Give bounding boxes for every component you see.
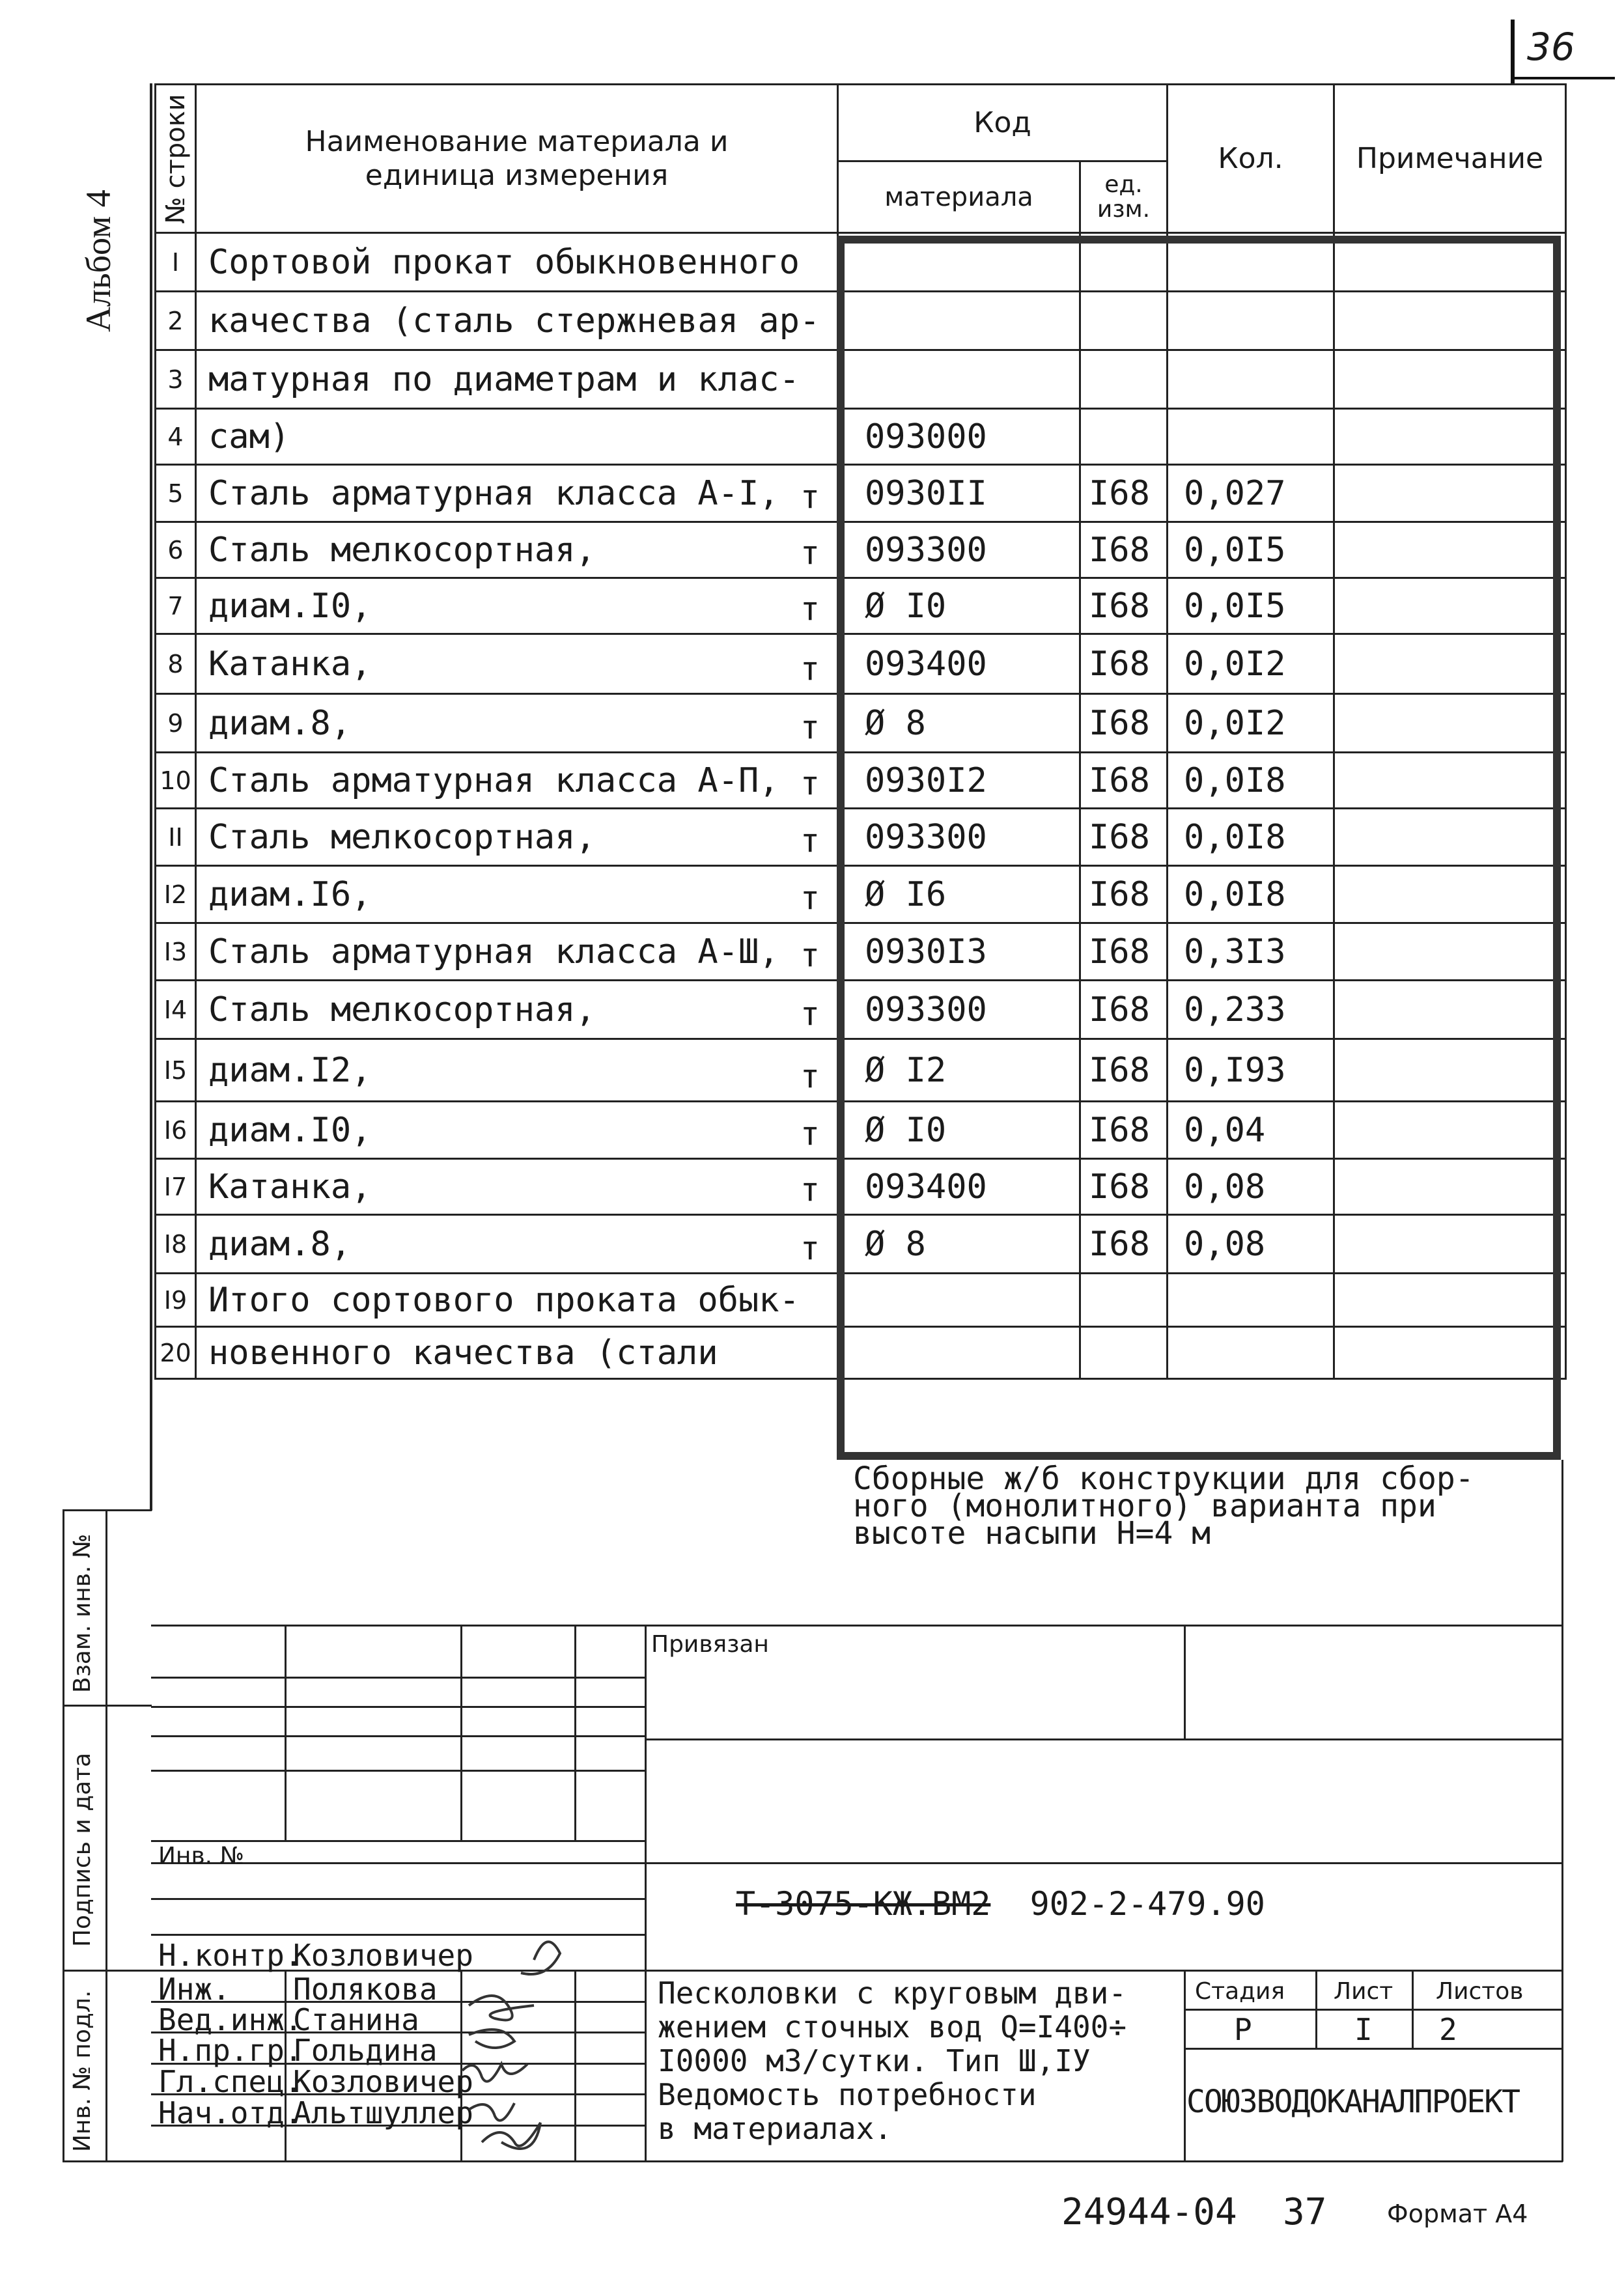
caption xyxy=(853,1460,1474,1552)
unit-code: I68 xyxy=(1080,694,1168,753)
signatory-role: Н.контр. xyxy=(158,1938,303,1973)
note xyxy=(1334,409,1566,465)
material-name-text: качества (сталь стержневая ар- xyxy=(208,301,820,341)
material-name xyxy=(196,981,838,1039)
material-code: 0930I2 xyxy=(838,753,1080,809)
sheets-value: 2 xyxy=(1439,2012,1457,2047)
material-unit: т xyxy=(800,995,820,1033)
material-unit: т xyxy=(800,1171,820,1208)
table-row xyxy=(156,1102,1566,1159)
material-name-text: Сталь арматурная класса А-I, xyxy=(208,473,779,513)
signatory-role: Нач.отд. xyxy=(158,2095,303,2130)
unit-code: I68 xyxy=(1080,809,1168,866)
material-unit: т xyxy=(800,822,820,859)
table-row xyxy=(156,1327,1566,1379)
table-row xyxy=(156,981,1566,1039)
drawing-title-line-5: в материалах. xyxy=(658,2111,893,2146)
sheet-value: I xyxy=(1354,2012,1373,2047)
note xyxy=(1334,1159,1566,1215)
doc-code xyxy=(736,1885,1265,1923)
material-name-text: Катанка, xyxy=(208,644,372,684)
unit-code xyxy=(1080,350,1168,409)
signatory-role: Гл.спец. xyxy=(158,2064,303,2099)
unit-code: I68 xyxy=(1080,522,1168,578)
row-number: I3 xyxy=(156,923,196,981)
material-name-text: Сталь мелкосортная, xyxy=(208,530,596,570)
material-name-text: сам) xyxy=(208,417,290,456)
page-number: 36 xyxy=(1527,25,1575,69)
material-name-text: матурная по диаметрам и клас- xyxy=(208,359,800,399)
quantity: 0,0I8 xyxy=(1168,809,1334,866)
unit-code: I68 xyxy=(1080,753,1168,809)
material-name-text: Сталь мелкосортная, xyxy=(208,990,596,1029)
quantity: 0,0I2 xyxy=(1168,634,1334,694)
material-code: Ø I0 xyxy=(838,578,1080,634)
note xyxy=(1334,1274,1566,1327)
table-row xyxy=(156,753,1566,809)
material-code: Ø I0 xyxy=(838,1102,1080,1159)
row-number: 3 xyxy=(156,350,196,409)
signatory-role: Н.пр.гр. xyxy=(158,2033,303,2068)
note xyxy=(1334,753,1566,809)
header-name: Наименование материала и единица измерения xyxy=(196,85,838,233)
row-number: 5 xyxy=(156,465,196,522)
quantity xyxy=(1168,292,1334,350)
signatory-name: Полякова xyxy=(293,1972,438,2007)
row-number: I8 xyxy=(156,1215,196,1274)
drawing-title xyxy=(658,1976,1127,2145)
quantity: 0,027 xyxy=(1168,465,1334,522)
material-name-text: Сортовой прокат обыкновенного xyxy=(208,242,800,282)
material-name-text: диам.I0, xyxy=(208,586,372,626)
album-label: Альбом 4 xyxy=(79,189,118,332)
material-name xyxy=(196,292,838,350)
material-code: Ø I2 xyxy=(838,1039,1080,1102)
note xyxy=(1334,809,1566,866)
row-number: 6 xyxy=(156,522,196,578)
note xyxy=(1334,578,1566,634)
material-name xyxy=(196,465,838,522)
material-code: 093300 xyxy=(838,981,1080,1039)
row-number: I7 xyxy=(156,1159,196,1215)
material-code: 0930II xyxy=(838,465,1080,522)
material-name xyxy=(196,809,838,866)
material-code: 093400 xyxy=(838,634,1080,694)
material-code xyxy=(838,350,1080,409)
footer-page: 37 xyxy=(1283,2191,1327,2233)
quantity: 0,0I5 xyxy=(1168,578,1334,634)
note xyxy=(1334,634,1566,694)
materials-table xyxy=(154,83,1567,1380)
material-code: Ø I6 xyxy=(838,866,1080,923)
table-row xyxy=(156,233,1566,292)
row-number: I9 xyxy=(156,1274,196,1327)
material-name xyxy=(196,1215,838,1274)
signature-date-label: Подпись и дата xyxy=(69,1752,96,1947)
note xyxy=(1334,1215,1566,1274)
table-row xyxy=(156,694,1566,753)
material-name-text: новенного качества (стали xyxy=(208,1333,718,1373)
material-name xyxy=(196,1327,838,1379)
material-name xyxy=(196,409,838,465)
material-code xyxy=(838,1274,1080,1327)
note xyxy=(1334,1327,1566,1379)
note xyxy=(1334,923,1566,981)
material-unit: т xyxy=(800,534,820,572)
quantity: 0,0I5 xyxy=(1168,522,1334,578)
signatory-name: Станина xyxy=(293,2002,419,2037)
unit-code: I68 xyxy=(1080,981,1168,1039)
unit-code xyxy=(1080,1327,1168,1379)
left-margin-border xyxy=(150,83,152,1511)
row-number: I4 xyxy=(156,981,196,1039)
material-unit: т xyxy=(800,764,820,802)
material-unit: т xyxy=(800,708,820,746)
quantity xyxy=(1168,1274,1334,1327)
material-name-text: диам.I0, xyxy=(208,1110,372,1150)
note xyxy=(1334,292,1566,350)
header-qty: Кол. xyxy=(1168,85,1334,233)
unit-code: I68 xyxy=(1080,465,1168,522)
quantity: 0,08 xyxy=(1168,1215,1334,1274)
quantity: 0,0I2 xyxy=(1168,694,1334,753)
drawing-title-line-2: жением сточных вод Q=I400÷ xyxy=(658,2009,1127,2045)
row-number: 2 xyxy=(156,292,196,350)
quantity xyxy=(1168,409,1334,465)
table-row xyxy=(156,866,1566,923)
material-name xyxy=(196,1159,838,1215)
quantity: 0,04 xyxy=(1168,1102,1334,1159)
archive-number: 24944-04 xyxy=(1061,2191,1237,2233)
header-note: Примечание xyxy=(1334,85,1566,233)
unit-code: I68 xyxy=(1080,923,1168,981)
note xyxy=(1334,465,1566,522)
header-code-group: Код xyxy=(838,85,1168,161)
handwritten-signatures xyxy=(456,1921,612,2162)
quantity: 0,0I8 xyxy=(1168,753,1334,809)
quantity: 0,I93 xyxy=(1168,1039,1334,1102)
unit-code: I68 xyxy=(1080,578,1168,634)
material-name-text: Сталь арматурная класса А-П, xyxy=(208,761,779,800)
row-number: 20 xyxy=(156,1327,196,1379)
material-unit: т xyxy=(800,879,820,917)
drawing-title-line-4: Ведомость потребности xyxy=(658,2077,1037,2112)
material-unit: т xyxy=(800,478,820,516)
material-code: Ø 8 xyxy=(838,694,1080,753)
note xyxy=(1334,981,1566,1039)
material-name xyxy=(196,1102,838,1159)
drawing-title-line-1: Песколовки с круговым дви- xyxy=(658,1976,1127,2011)
material-name xyxy=(196,634,838,694)
material-unit: т xyxy=(800,1057,820,1095)
table-row xyxy=(156,1039,1566,1102)
material-code xyxy=(838,233,1080,292)
unit-code: I68 xyxy=(1080,1159,1168,1215)
unit-code: I68 xyxy=(1080,634,1168,694)
row-number: I xyxy=(156,233,196,292)
signatory-role: Вед.инж. xyxy=(158,2002,303,2037)
page-number-divider xyxy=(1511,77,1615,79)
note xyxy=(1334,866,1566,923)
note xyxy=(1334,233,1566,292)
table-row xyxy=(156,809,1566,866)
material-name xyxy=(196,1274,838,1327)
quantity: 0,3I3 xyxy=(1168,923,1334,981)
material-name xyxy=(196,522,838,578)
inv-no-label: Инв. № xyxy=(158,1843,245,1869)
row-number: I5 xyxy=(156,1039,196,1102)
caption-line-3: высоте насыпи Н=4 м xyxy=(853,1515,1211,1552)
signatory-name: Козловичер xyxy=(293,1938,473,1973)
material-name xyxy=(196,694,838,753)
material-code: 093400 xyxy=(838,1159,1080,1215)
row-number: I6 xyxy=(156,1102,196,1159)
material-code: 0930I3 xyxy=(838,923,1080,981)
unit-code xyxy=(1080,409,1168,465)
material-name xyxy=(196,233,838,292)
material-unit: т xyxy=(800,590,820,628)
signatory-name: Альтшуллер xyxy=(293,2095,473,2130)
material-unit: т xyxy=(800,936,820,974)
organization: СОЮЗВОДОКАНАЛПРОЕКТ xyxy=(1186,2084,1520,2120)
material-name-text: диам.I2, xyxy=(208,1050,372,1090)
quantity xyxy=(1168,233,1334,292)
unit-code xyxy=(1080,233,1168,292)
material-name-text: Итого сортового проката обык- xyxy=(208,1280,800,1320)
header-code-unit: ед. изм. xyxy=(1080,161,1168,233)
unit-code xyxy=(1080,1274,1168,1327)
material-unit: т xyxy=(800,1115,820,1152)
doc-code-struck: Т-3075-КЖ.ВМ2 xyxy=(736,1885,991,1923)
material-name xyxy=(196,753,838,809)
doc-code-main: 902-2-479.90 xyxy=(1029,1885,1265,1923)
material-code: 093000 xyxy=(838,409,1080,465)
material-code: Ø 8 xyxy=(838,1215,1080,1274)
table-row xyxy=(156,923,1566,981)
stage-label: Стадия xyxy=(1195,1978,1285,2005)
signatory-name: Козловичер xyxy=(293,2064,473,2099)
quantity xyxy=(1168,1327,1334,1379)
inv-podl-label: Инв. № подл. xyxy=(69,1990,96,2152)
unit-code: I68 xyxy=(1080,1102,1168,1159)
table-row xyxy=(156,409,1566,465)
drawing-title-line-3: I0000 м3/сутки. Тип Ш,IУ xyxy=(658,2043,1091,2078)
row-number: II xyxy=(156,809,196,866)
vzam-inv-label: Взам. инв. № xyxy=(69,1533,96,1693)
material-code: 093300 xyxy=(838,809,1080,866)
unit-code: I68 xyxy=(1080,866,1168,923)
material-code: 093300 xyxy=(838,522,1080,578)
privyazan-label: Привязан xyxy=(651,1631,769,1658)
signatory-name: Гольдина xyxy=(293,2033,438,2068)
note xyxy=(1334,1102,1566,1159)
table-row xyxy=(156,465,1566,522)
material-name xyxy=(196,578,838,634)
table-row xyxy=(156,292,1566,350)
table-row xyxy=(156,1159,1566,1215)
table-row xyxy=(156,578,1566,634)
table-row xyxy=(156,1274,1566,1327)
unit-code: I68 xyxy=(1080,1039,1168,1102)
material-code xyxy=(838,292,1080,350)
material-name-text: диам.8, xyxy=(208,1224,352,1264)
unit-code xyxy=(1080,292,1168,350)
row-number: 8 xyxy=(156,634,196,694)
material-name-text: диам.8, xyxy=(208,703,352,743)
table-row xyxy=(156,634,1566,694)
header-row-number: № строки xyxy=(156,85,196,233)
table-row xyxy=(156,1215,1566,1274)
caption-line-1: Сборные ж/б конструкции для сбор- xyxy=(853,1460,1474,1497)
format-label: Формат А4 xyxy=(1387,2199,1528,2228)
table-row xyxy=(156,522,1566,578)
material-name-text: Катанка, xyxy=(208,1167,372,1207)
row-number: 7 xyxy=(156,578,196,634)
unit-code: I68 xyxy=(1080,1215,1168,1274)
material-unit: т xyxy=(800,650,820,688)
material-name xyxy=(196,350,838,409)
note xyxy=(1334,694,1566,753)
stage-value: Р xyxy=(1234,2012,1252,2047)
material-unit: т xyxy=(800,1229,820,1267)
note xyxy=(1334,1039,1566,1102)
quantity xyxy=(1168,350,1334,409)
material-name xyxy=(196,866,838,923)
note xyxy=(1334,350,1566,409)
quantity: 0,233 xyxy=(1168,981,1334,1039)
table-row xyxy=(156,350,1566,409)
quantity: 0,0I8 xyxy=(1168,866,1334,923)
material-code xyxy=(838,1327,1080,1379)
signatory-role: Инж. xyxy=(158,1972,231,2007)
sheets-label: Листов xyxy=(1436,1978,1524,2005)
material-name-text: диам.I6, xyxy=(208,874,372,914)
row-number: 9 xyxy=(156,694,196,753)
caption-line-2: ного (монолитного) варианта при xyxy=(853,1488,1436,1524)
material-name-text: Сталь мелкосортная, xyxy=(208,817,596,857)
note xyxy=(1334,522,1566,578)
material-name-text: Сталь арматурная класса А-Ш, xyxy=(208,932,779,971)
quantity: 0,08 xyxy=(1168,1159,1334,1215)
sheet-label: Лист xyxy=(1334,1978,1393,2005)
row-number: 10 xyxy=(156,753,196,809)
material-name xyxy=(196,923,838,981)
row-number: 4 xyxy=(156,409,196,465)
header-code-material: материала xyxy=(838,161,1080,233)
material-name xyxy=(196,1039,838,1102)
row-number: I2 xyxy=(156,866,196,923)
